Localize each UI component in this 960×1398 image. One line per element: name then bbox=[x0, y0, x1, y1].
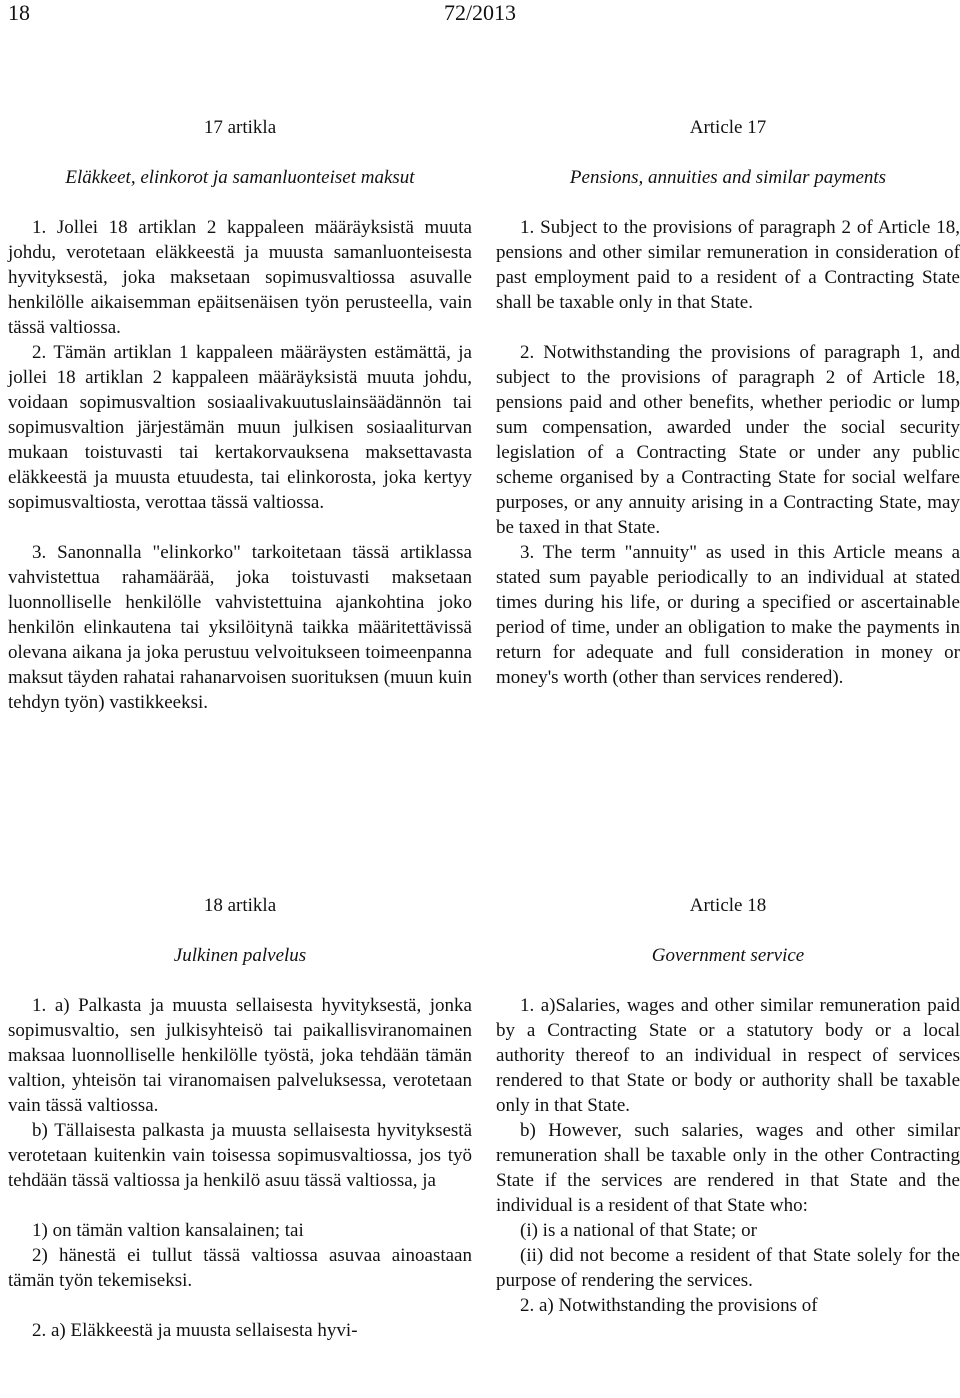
article17-en-title: Article 17 bbox=[689, 117, 767, 138]
document-id: 72/2013 bbox=[443, 0, 517, 25]
article18-english bbox=[496, 893, 960, 1318]
article18-en-paragraph-1a: 1. a)Salaries, wages and other similar remuneration paid by a Contracting State or a statutory body or a local authority thereof to an individual in respect of services rendered to that State or body or authority shall be taxable only in that State. bbox=[496, 995, 960, 1116]
article17-fi-title: 17 artikla bbox=[203, 117, 277, 138]
article17-english bbox=[496, 115, 960, 690]
article18-en-item-ii: (ii) did not become a resident of that State solely for the purpose of rendering the services. bbox=[496, 1245, 960, 1291]
article18-en-paragraph-2a: 2. a) Notwithstanding the provisions of bbox=[520, 1295, 818, 1316]
article17-fi-paragraph-1: 1. Jollei 18 artiklan 2 kappaleen määräyksistä muuta johdu, verotetaan eläkkeestä ja muusta samanluonteisesta hyvityksestä, joka maksetaan sopimusvaltiossa asuvalle henkilölle aikaisemman epäitsenäisen työn perusteella, vain tässä valtiossa. bbox=[8, 217, 472, 338]
article18-en-subtitle: Government service bbox=[651, 945, 805, 966]
article17-en-subtitle: Pensions, annuities and similar payments bbox=[569, 167, 887, 188]
article17-finnish bbox=[8, 115, 472, 715]
article18-fi-item-2: 2) hänestä ei tullut tässä valtiossa asuvaa ainoastaan tämän työn tekemiseksi. bbox=[8, 1245, 472, 1291]
article18-fi-subtitle: Julkinen palvelus bbox=[173, 945, 307, 966]
article17-fi-paragraph-3: 3. Sanonnalla "elinkorko" tarkoitetaan tässä artiklassa vahvistettua rahamäärää, joka toistuvasti maksetaan luonnolliselle henkilölle vahvistettuina ajankohtina joko henkilön elinkautena tai yksilöitynä taikka määritettävissä olevana aikana ja joka perustuu velvoitukseen toimeenpanna maksut täyden rahatai rahanarvoisen suorituksen (muun kuin tehdyn työn) vastikkeeksi. bbox=[8, 542, 472, 713]
article18-fi-paragraph-2a: 2. a) Eläkkeestä ja muusta sellaisesta hyvi- bbox=[32, 1320, 358, 1341]
article18-en-paragraph-1b: b) However, such salaries, wages and other similar remuneration shall be taxable only in the other Contracting State if the services are rendered in that State and the individual is a resident of that State who: bbox=[496, 1120, 960, 1216]
page-number: 18 bbox=[8, 0, 30, 25]
article17-en-paragraph-1: 1. Subject to the provisions of paragraph 2 of Article 18, pensions and other similar remuneration in consideration of past employment paid to a resident of a Contracting State shall be taxable only in that State. bbox=[496, 217, 960, 313]
article18-finnish bbox=[8, 893, 472, 1343]
article17-fi-paragraph-2: 2. Tämän artiklan 1 kappaleen määräysten estämättä, ja jollei 18 artiklan 2 kappaleen määräyksistä muuta johdu, voidaan sopimusvaltion sosiaalivakuutuslainsäädännön tai sopimusvaltion järjestämän muun julkisen sosiaaliturvan mukaan toistuvasti tai kertakorvauksena maksettavasta eläkkeestä ja muusta etuudesta, tai elinkorosta, joka kertyy sopimusvaltiosta, verottaa tässä valtiossa. bbox=[8, 342, 472, 513]
article17-fi-subtitle: Eläkkeet, elinkorot ja samanluonteiset maksut bbox=[65, 167, 415, 188]
article18-en-item-i: (i) is a national of that State; or bbox=[520, 1220, 757, 1241]
article18-en-title: Article 18 bbox=[689, 895, 767, 916]
article18-fi-paragraph-1b: b) Tällaisesta palkasta ja muusta sellaisesta hyvityksestä verotetaan kuitenkin vain toisessa sopimusvaltiossa, jos työ tehdään tässä valtiossa ja henkilö asuu tässä valtiossa, ja bbox=[8, 1120, 472, 1191]
article18-fi-title: 18 artikla bbox=[203, 895, 277, 916]
article17-en-paragraph-2: 2. Notwithstanding the provisions of paragraph 1, and subject to the provisions of paragraph 2 of Article 18, pensions paid and other benefits, whether periodic or lump sum compensation, awarded under the social security legislation of a Contracting State or under any public scheme organised by a Contracting State for social welfare purposes, or any annuity arising in a Contracting State, may be taxed in that State. bbox=[496, 342, 960, 538]
article18-fi-item-1: 1) on tämän valtion kansalainen; tai bbox=[32, 1220, 304, 1241]
article18-fi-paragraph-1a: 1. a) Palkasta ja muusta sellaisesta hyvityksestä, jonka sopimusvaltio, sen julkisyhteisö tai paikallisviranomainen maksaa luonnolliselle henkilölle työstä, joka tehdään tämän valtion, yhteisön tai viranomaisen palveluksessa, verotetaan vain tässä valtiossa. bbox=[8, 995, 472, 1116]
article17-en-paragraph-3: 3. The term "annuity" as used in this Article means a stated sum payable periodically to an individual at stated times during his life, or during a specified or ascertainable period of time, under an obligation to make the payments in return for adequate and full consideration in money or money's worth (other than services rendered). bbox=[496, 542, 960, 688]
